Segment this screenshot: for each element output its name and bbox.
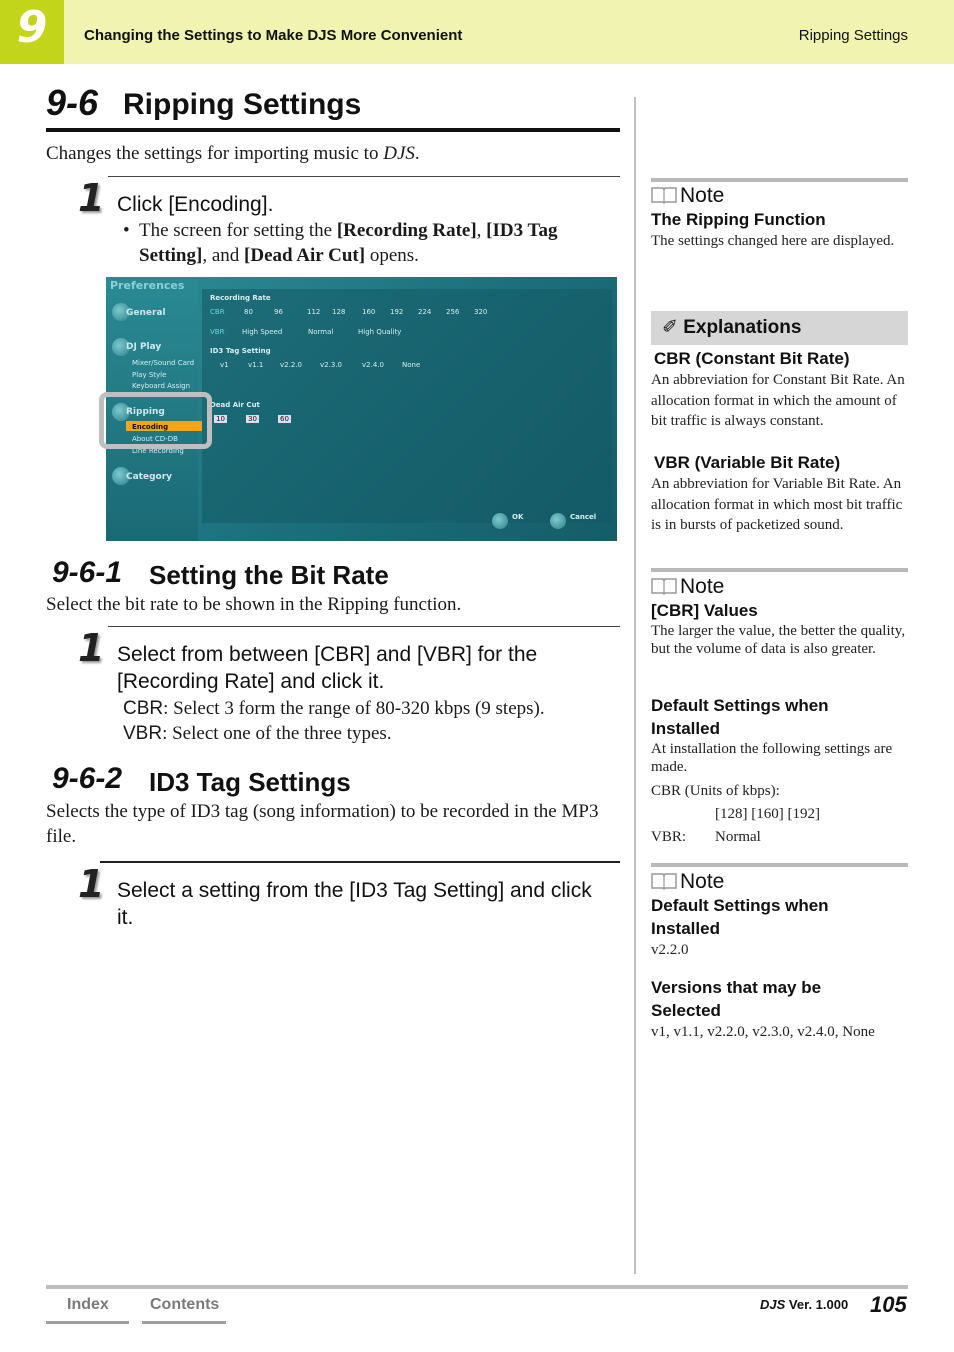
book-icon xyxy=(651,577,677,595)
section-intro xyxy=(46,143,420,165)
default-heading: Default Settings when Installed xyxy=(651,696,829,738)
product-name: DJS xyxy=(760,1297,786,1312)
screenshot-ok: OK xyxy=(512,513,524,521)
step-divider xyxy=(108,176,620,177)
screenshot-recording-rate: Recording Rate xyxy=(210,294,271,302)
default-heading: Default Settings when Installed xyxy=(651,896,829,938)
cbr-heading: CBR (Constant Bit Rate) xyxy=(654,349,850,368)
bullet-icon: • xyxy=(123,220,130,241)
cbr-desc: : Select 3 form the range of 80-320 kbps (9 steps). xyxy=(163,698,545,719)
column-divider xyxy=(634,97,636,1274)
subsection-desc: Select the bit rate to be shown in the Ripping function. xyxy=(46,594,462,615)
bullet-recording-rate: [Recording Rate] xyxy=(336,220,477,241)
version-label xyxy=(760,1297,848,1312)
screenshot-id3-v240: v2.4.0 xyxy=(362,361,384,369)
note-bar xyxy=(651,178,908,182)
screenshot-cancel: Cancel xyxy=(570,513,597,521)
screenshot-cat-ripping: Ripping xyxy=(126,407,165,417)
screenshot-cat-category: Category xyxy=(126,472,173,482)
screenshot-cbr-112: 112 xyxy=(307,308,321,316)
screenshot-deadair-10: 10 xyxy=(216,415,225,423)
screenshot-sub-playstyle: Play Style xyxy=(132,371,167,379)
bullet-dead-air-cut: [Dead Air Cut] xyxy=(244,245,366,266)
screenshot-id3-v230: v2.3.0 xyxy=(320,361,342,369)
vbr-heading: VBR (Variable Bit Rate) xyxy=(654,453,841,472)
screenshot-deadair-label: Dead Air Cut xyxy=(210,401,260,409)
screenshot-cbr-80: 80 xyxy=(244,308,253,316)
default-text: At installation the following settings are made. xyxy=(651,741,893,775)
vbr-desc: : Select one of the three types. xyxy=(162,723,392,744)
bullet-sep: , and xyxy=(202,245,245,266)
note-label xyxy=(651,184,724,208)
note-heading: The Ripping Function xyxy=(651,210,826,229)
vbr-text: An abbreviation for Variable Bit Rate. An allocation format in which most bit traffic is in bursts of packetized sound. xyxy=(651,476,903,533)
step-instruction: Select a setting from the [ID3 Tag Setting] and click it. xyxy=(117,879,592,929)
screenshot-id3-v1: v1 xyxy=(220,361,229,369)
vbr-line-value: Normal xyxy=(715,829,761,845)
section-number: 9-6 xyxy=(46,82,99,123)
screenshot-cbr-160: 160 xyxy=(362,308,376,316)
bullet-pre: The screen for setting the xyxy=(139,220,337,241)
header-title: Changing the Settings to Make DJS More Convenient xyxy=(84,27,463,44)
screenshot-vbr-highquality: High Quality xyxy=(358,328,402,336)
cbr-values: [128] [160] [192] xyxy=(715,806,820,822)
book-icon xyxy=(651,186,677,204)
step-divider xyxy=(100,861,620,863)
title-rule xyxy=(46,128,620,132)
cancel-icon xyxy=(550,513,566,529)
note-label-text: Note xyxy=(680,184,725,207)
screenshot-vbr-highspeed: High Speed xyxy=(242,328,283,336)
screenshot-id3-v220: v2.2.0 xyxy=(280,361,302,369)
screenshot-id3-label: ID3 Tag Setting xyxy=(210,347,271,355)
screenshot-settings-panel xyxy=(202,289,612,523)
screenshot-cbr-192: 192 xyxy=(390,308,404,316)
versions-heading: Versions that may be Selected xyxy=(651,978,822,1020)
subsection-title: Setting the Bit Rate xyxy=(149,560,389,590)
explanations-label xyxy=(662,316,801,339)
screenshot-cat-djplay: DJ Play xyxy=(126,342,162,352)
intro-period: . xyxy=(414,143,420,164)
page-number: 105 xyxy=(870,1292,907,1317)
chapter-number: 9 xyxy=(16,2,48,53)
step-divider xyxy=(108,626,620,627)
bullet-post: opens. xyxy=(365,245,419,266)
contents-link[interactable]: Contents xyxy=(150,1296,220,1313)
intro-text: Changes the settings for importing music to xyxy=(46,143,384,164)
default-value: v2.2.0 xyxy=(651,942,689,958)
cbr-text: An abbreviation for Constant Bit Rate. An allocation format in which the amount of bit traffic is always constant. xyxy=(651,372,905,429)
note-heading: [CBR] Values xyxy=(651,601,758,620)
note-text: The larger the value, the better the quality, but the volume of data is also greater. xyxy=(651,623,906,657)
ok-icon xyxy=(492,513,508,529)
note-label-text: Note xyxy=(680,870,725,893)
bullet-sep: , xyxy=(476,220,487,241)
note-label xyxy=(651,575,724,599)
step-number: 1 xyxy=(78,176,105,220)
screenshot-deadair-30: 30 xyxy=(248,415,257,423)
pencil-icon: ✐ xyxy=(662,317,684,338)
versions-value: v1, v1.1, v2.2.0, v2.3.0, v2.4.0, None xyxy=(651,1024,875,1040)
vbr-line-label: VBR: xyxy=(651,829,687,845)
screenshot-id3-v11: v1.1 xyxy=(248,361,264,369)
screenshot-cat-general: General xyxy=(126,308,166,318)
screenshot-cbr-256: 256 xyxy=(446,308,460,316)
note-label-text: Note xyxy=(680,575,725,598)
note-bar xyxy=(651,863,908,867)
cbr-term: CBR xyxy=(123,698,164,719)
ripping-highlight-frame xyxy=(99,392,212,449)
screenshot-deadair-60: 60 xyxy=(280,415,289,423)
note-label xyxy=(651,870,724,894)
screenshot-id3-none: None xyxy=(402,361,421,369)
vbr-term: VBR xyxy=(123,723,163,744)
book-icon xyxy=(651,872,677,890)
header-section-label: Ripping Settings xyxy=(798,27,908,44)
step-bullet-text xyxy=(139,218,614,268)
subsection-number: 9-6-2 xyxy=(52,762,123,795)
step-instruction: Click [Encoding]. xyxy=(117,193,274,216)
index-link[interactable]: Index xyxy=(67,1296,109,1313)
screenshot-sub-keyboard: Keyboard Assign xyxy=(132,382,191,390)
bullet-id3-tag-setting: [ID3 Tag Setting] xyxy=(139,220,558,266)
cbr-line: CBR (Units of kbps): xyxy=(651,783,780,799)
note-text: The settings changed here are displayed. xyxy=(651,233,895,249)
section-title: Ripping Settings xyxy=(123,88,362,121)
intro-product-name: DJS xyxy=(383,143,415,164)
screenshot-cbr-224: 224 xyxy=(418,308,432,316)
screenshot-sub-encoding: Encoding xyxy=(132,423,169,431)
chapter-badge xyxy=(0,0,64,64)
footer-rule xyxy=(46,1285,908,1289)
screenshot-sub-mixer: Mixer/Sound Card xyxy=(132,359,195,367)
step-instruction: Select from between [CBR] and [VBR] for the [Recording Rate] and click it. xyxy=(117,643,538,693)
contents-link-underline xyxy=(142,1321,226,1324)
subsection-desc: Selects the type of ID3 tag (song information) to be recorded in the MP3 file. xyxy=(46,801,599,847)
screenshot-cbr-320: 320 xyxy=(474,308,488,316)
subsection-number: 9-6-1 xyxy=(52,556,123,589)
note-bar xyxy=(651,568,908,572)
version-number: Ver. 1.000 xyxy=(788,1297,849,1312)
screenshot-cbr-128: 128 xyxy=(332,308,346,316)
cbr-description xyxy=(123,696,545,721)
explanations-label-text: Explanations xyxy=(683,317,802,338)
step-number: 1 xyxy=(78,862,105,906)
screenshot-cbr-96: 96 xyxy=(274,308,283,316)
vbr-description xyxy=(123,721,392,746)
screenshot-vbr-label: VBR xyxy=(210,328,225,336)
screenshot-title: Preferences xyxy=(110,279,185,292)
subsection-title: ID3 Tag Settings xyxy=(149,767,351,797)
screenshot-sub-cddb: About CD-DB xyxy=(132,435,178,443)
screenshot-sub-line: Line Recording xyxy=(132,447,184,455)
screenshot-vbr-normal: Normal xyxy=(308,328,334,336)
screenshot-cbr-label: CBR xyxy=(210,308,225,316)
step-number: 1 xyxy=(78,626,105,670)
index-link-underline xyxy=(46,1321,129,1324)
